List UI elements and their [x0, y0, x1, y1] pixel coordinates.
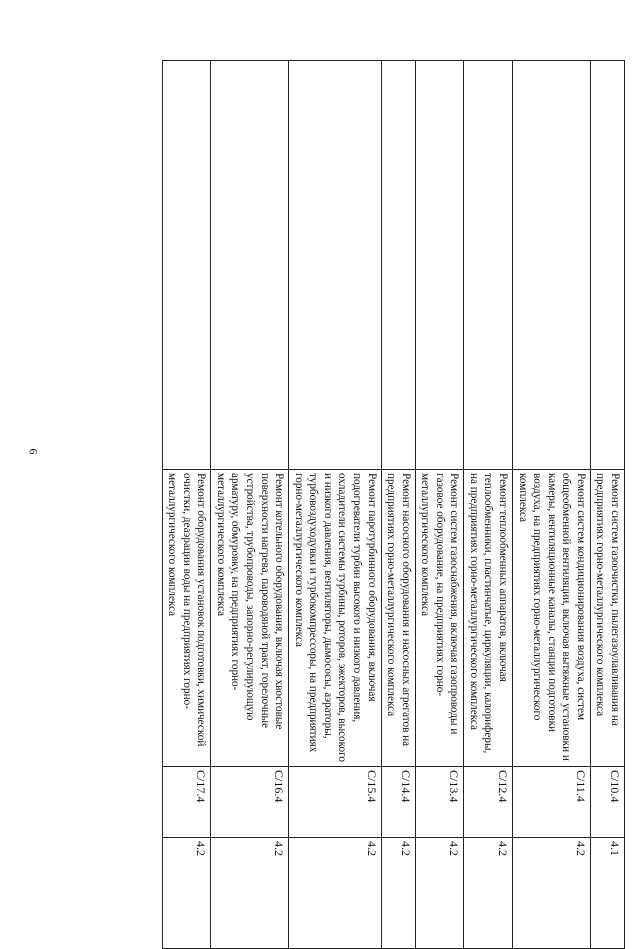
table-row — [590, 61, 624, 949]
function-code-cell: С/15.4 — [289, 767, 381, 838]
function-code-cell: С/17.4 — [162, 767, 211, 838]
qualification-level-cell: 4.2 — [415, 838, 464, 949]
table-row — [464, 61, 513, 949]
function-name-cell: Ремонт теплообменных аппаратов, включая теплообменники, пластинчатые, циркуляции, калориферы, на предприятиях горно-металлургического комплекса — [464, 470, 513, 767]
table-row — [381, 61, 415, 949]
empty-cell — [381, 61, 415, 470]
table-row — [415, 61, 464, 949]
empty-cell — [513, 61, 591, 470]
empty-cell — [415, 61, 464, 470]
function-name-cell: Ремонт паротурбинного оборудования, включая подогреватели турбин высокого и низкого давления, охладители системы турбины, роторов, эжекторов, высокого и низкого давления, вентиляторы, дымососы, аэраторы, турбовоздуходувки и турбокомпрессоры, на предприятиях горно-металлургического комплекса — [289, 470, 381, 767]
function-name-cell: Ремонт систем газоснабжения, включая газопроводы и газовое оборудование, на предприятиях горно-металлургического комплекса — [415, 470, 464, 767]
function-name-cell: Ремонт систем кондиционирования воздуха, систем общеобменной вентиляции, включая вытяжные установки и камеры, вентиляционные каналы, станции подготовки воздуха, на предприятиях горно-металлургического комплекса — [513, 470, 591, 767]
function-name-cell: Ремонт насосного оборудования и насосных агрегатов на предприятиях горно-металлургического комплекса — [381, 470, 415, 767]
function-code-cell: С/16.4 — [211, 767, 289, 838]
empty-cell — [162, 61, 211, 470]
qualification-level-cell: 4.2 — [289, 838, 381, 949]
labor-functions-table — [162, 60, 625, 949]
function-code-cell: С/10.4 — [590, 767, 624, 838]
page-number: 6 — [26, 448, 41, 455]
function-code-cell: С/13.4 — [415, 767, 464, 838]
function-code-cell: С/11.4 — [513, 767, 591, 838]
qualification-level-cell: 4.2 — [211, 838, 289, 949]
qualification-level-cell: 4.1 — [590, 838, 624, 949]
table-row — [513, 61, 591, 949]
qualification-level-cell: 4.2 — [381, 838, 415, 949]
empty-cell — [464, 61, 513, 470]
empty-cell — [211, 61, 289, 470]
qualification-level-cell: 4.2 — [464, 838, 513, 949]
function-code-cell: С/14.4 — [381, 767, 415, 838]
qualification-level-cell: 4.2 — [513, 838, 591, 949]
function-name-cell: Ремонт систем газоочистки, пылегазоулавливания на предприятиях горно-металлургического комплекса — [590, 470, 624, 767]
function-code-cell: С/12.4 — [464, 767, 513, 838]
table-row — [289, 61, 381, 949]
table-row — [211, 61, 289, 949]
table-row — [162, 61, 211, 949]
rotated-table-container — [75, 60, 625, 920]
empty-cell — [590, 61, 624, 470]
qualification-level-cell: 4.2 — [162, 838, 211, 949]
function-name-cell: Ремонт оборудования установок подготовки, химической очистки, деаэрации воды на предприятиях горно-металлургического комплекса — [162, 470, 211, 767]
function-name-cell: Ремонт котельного оборудования, включая хвостовые поверхности нагрева, пароводяной тракт, горелочные устройства, трубопроводы, запорно-регулирующую арматуру, обмуровку, на предприятиях горно-металлургического комплекса — [211, 470, 289, 767]
empty-cell — [289, 61, 381, 470]
